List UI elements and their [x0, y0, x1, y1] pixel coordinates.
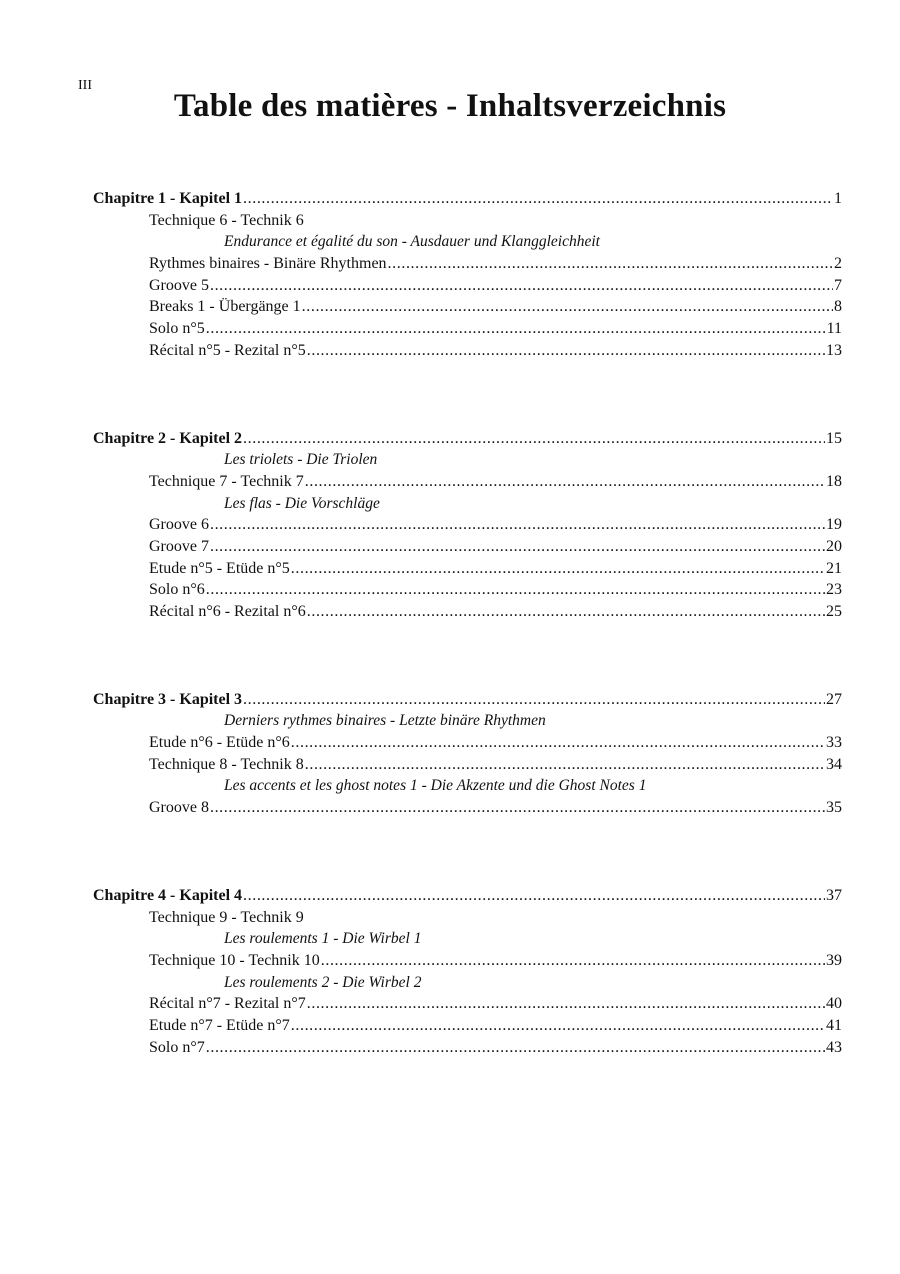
entry-label: Technique 7 - Technik 7	[149, 472, 304, 490]
entry-label: Récital n°7 - Rezital n°7	[149, 995, 306, 1013]
toc-entry[interactable]	[93, 471, 842, 493]
entry-label: Technique 8 - Technik 8	[149, 755, 304, 773]
chapter-heading: Chapitre 3 - Kapitel 3	[93, 690, 243, 708]
entry-subtitle: Les roulements 1 - Die Wirbel 1	[224, 930, 422, 948]
entry-subtitle: Endurance et égalité du son - Ausdauer und Klanggleichheit	[224, 233, 600, 251]
dot-leader	[291, 1015, 825, 1037]
dot-leader	[206, 318, 826, 340]
entry-page-number: 21	[826, 559, 842, 577]
entry-page-number: 13	[826, 341, 842, 359]
entry-label: Technique 9 - Technik 9	[149, 908, 304, 926]
entry-label: Rythmes binaires - Binäre Rhythmen	[149, 255, 387, 273]
entry-label: Solo n°6	[149, 581, 205, 599]
toc-entry[interactable]	[93, 754, 842, 776]
toc-entry[interactable]	[93, 514, 842, 536]
page-number: III	[78, 78, 92, 93]
dot-leader	[302, 296, 833, 318]
dot-leader	[291, 558, 825, 580]
chapter-heading-row[interactable]	[93, 188, 842, 210]
dot-leader	[307, 993, 825, 1015]
dot-leader	[321, 950, 825, 972]
entry-subtitle: Les accents et les ghost notes 1 - Die Akzente und die Ghost Notes 1	[224, 777, 647, 795]
entry-page-number: 40	[826, 995, 842, 1013]
entry-page-number: 43	[826, 1038, 842, 1056]
entry-label: Récital n°5 - Rezital n°5	[149, 341, 306, 359]
entry-page-number: 33	[826, 734, 842, 752]
toc-entry[interactable]	[93, 1015, 842, 1037]
entry-page-number: 19	[826, 516, 842, 534]
table-of-contents	[93, 188, 842, 1124]
toc-entry[interactable]	[93, 275, 842, 297]
entry-subtitle: Les triolets - Die Triolen	[224, 451, 378, 469]
dot-leader	[291, 732, 825, 754]
entry-page-number: 35	[826, 799, 842, 817]
dot-leader	[243, 188, 833, 210]
toc-entry[interactable]	[93, 950, 842, 972]
toc-entry[interactable]	[93, 579, 842, 601]
entry-page-number: 7	[834, 276, 842, 294]
toc-entry[interactable]	[93, 993, 842, 1015]
entry-label: Etude n°5 - Etüde n°5	[149, 559, 290, 577]
toc-entry[interactable]	[93, 253, 842, 275]
entry-subtitle: Derniers rythmes binaires - Letzte binäre Rhythmen	[224, 712, 546, 730]
entry-label: Etude n°7 - Etüde n°7	[149, 1016, 290, 1034]
entry-label: Technique 6 - Technik 6	[149, 211, 304, 229]
entry-page-number: 8	[834, 298, 842, 316]
entry-subtitle: Les flas - Die Vorschläge	[224, 494, 380, 512]
entry-page-number: 25	[826, 603, 842, 620]
dot-leader	[305, 471, 825, 493]
toc-entry[interactable]	[93, 558, 842, 580]
chapter-section	[93, 689, 842, 819]
chapter-heading-row[interactable]	[93, 428, 842, 450]
chapter-heading: Chapitre 4 - Kapitel 4	[93, 886, 243, 904]
entry-label: Technique 10 - Technik 10	[149, 951, 320, 969]
entry-label: Groove 8	[149, 799, 209, 817]
chapter-heading-row[interactable]	[93, 689, 842, 711]
entry-label: Solo n°7	[149, 1038, 205, 1056]
chapter-heading: Chapitre 2 - Kapitel 2	[93, 429, 243, 447]
chapter-section	[93, 885, 842, 1059]
toc-entry[interactable]	[93, 318, 842, 340]
chapter-heading-row[interactable]	[93, 885, 842, 907]
dot-leader	[243, 885, 825, 907]
dot-leader	[210, 536, 825, 558]
toc-entry[interactable]	[93, 797, 842, 819]
chapter-page-number: 37	[826, 886, 842, 904]
entry-label: Etude n°6 - Etüde n°6	[149, 734, 290, 752]
dot-leader	[305, 754, 825, 776]
entry-label: Groove 6	[149, 516, 209, 534]
chapter-page-number: 15	[826, 429, 842, 447]
dot-leader	[243, 689, 825, 711]
entry-label: Récital n°6 - Rezital n°6	[149, 603, 306, 620]
dot-leader	[206, 1037, 825, 1059]
entry-page-number: 18	[826, 472, 842, 490]
toc-entry[interactable]	[93, 732, 842, 754]
toc-entry[interactable]	[93, 1037, 842, 1059]
toc-entry[interactable]	[93, 536, 842, 558]
toc-entry[interactable]	[93, 907, 842, 929]
toc-entry[interactable]	[93, 601, 842, 623]
dot-leader	[388, 253, 833, 275]
chapter-page-number: 27	[826, 690, 842, 708]
toc-entry[interactable]	[93, 340, 842, 362]
entry-label: Groove 5	[149, 276, 209, 294]
page-title: Table des matières - Inhaltsverzeichnis	[173, 88, 727, 124]
entry-label: Breaks 1 - Übergänge 1	[149, 298, 301, 316]
entry-page-number: 41	[826, 1016, 842, 1034]
entry-page-number: 2	[834, 255, 842, 273]
dot-leader	[206, 579, 825, 601]
entry-subtitle: Les roulements 2 - Die Wirbel 2	[224, 973, 422, 991]
dot-leader	[210, 514, 825, 536]
entry-label: Groove 7	[149, 537, 209, 555]
dot-leader	[210, 797, 825, 819]
toc-entry[interactable]	[93, 210, 842, 232]
chapter-heading: Chapitre 1 - Kapitel 1	[93, 190, 243, 207]
entry-page-number: 23	[826, 581, 842, 599]
chapter-section	[93, 188, 842, 362]
entry-label: Solo n°5	[149, 320, 205, 338]
entry-page-number: 39	[826, 951, 842, 969]
chapter-page-number: 1	[834, 190, 842, 207]
entry-page-number: 11	[826, 320, 842, 338]
toc-entry[interactable]	[93, 296, 842, 318]
dot-leader	[307, 340, 825, 362]
entry-page-number: 34	[826, 755, 842, 773]
entry-page-number: 20	[826, 537, 842, 555]
dot-leader	[307, 601, 825, 623]
dot-leader	[210, 275, 833, 297]
dot-leader	[243, 428, 825, 450]
chapter-section	[93, 428, 842, 623]
